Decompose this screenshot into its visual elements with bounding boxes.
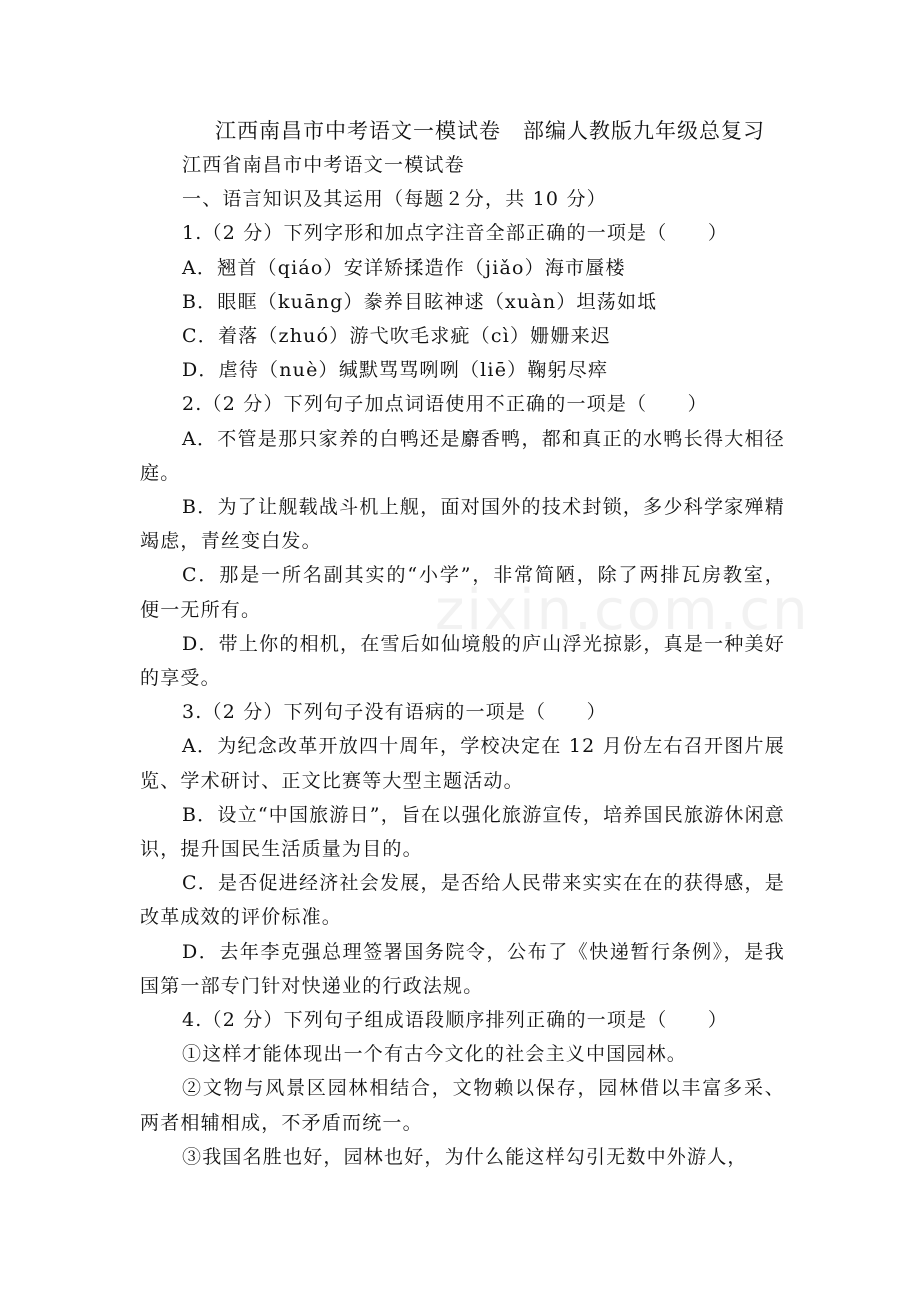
question-3-stem: 3.（2 分）下列句子没有语病的一项是（ ） [182,701,607,724]
question-1-option-c: C．着落（zhuó）游弋吹毛求疵（cì）姗姗来迟 [182,325,611,348]
question-1-option-d: D．虐待（nuè）缄默骂骂咧咧（liē）鞠躬尽瘁 [182,359,609,382]
question-4-sentence-1: ①这样才能体现出一个有古今文化的社会主义中国园林。 [182,1043,688,1066]
watermark: zixin.com.cn [435,578,810,643]
page-title: 江西南昌市中考语文一模试卷 部编人教版九年级总复习 [215,119,765,143]
question-3-option-c: C．是否促进经济社会发展，是否给人民带来实实在在的获得感，是改革成效的评价标准。 [140,872,785,929]
exam-subtitle: 江西省南昌市中考语文一模试卷 [182,154,465,176]
question-2-option-d: D．带上你的相机，在雪后如仙境般的庐山浮光掠影，真是一种美好的享受。 [140,632,785,690]
question-4-sentence-2: ②文物与风景区园林相结合，文物赖以保存，园林借以丰富多采、两者相辅相成，不矛盾而统一。 [140,1077,785,1134]
question-3-option-a: A．为纪念改革开放四十周年，学校决定在 12 月份左右召开图片展览、学术研讨、正文比赛等大型主题活动。 [140,735,785,792]
question-2-option-c: C．那是一所名副其实的“小学”，非常简陋，除了两排瓦房教室，便一无所有。 [140,564,785,621]
question-1-stem: 1.（2 分）下列字形和加点字注音全部正确的一项是（ ） [182,222,729,245]
question-2-option-b: B．为了让舰载战斗机上舰，面对国外的技术封锁，多少科学家殚精竭虑，青丝变白发。 [140,496,785,553]
question-3-option-d: D．去年李克强总理签署国务院令，公布了《快递暂行条例》，是我国第一部专门针对快递业的行政法规。 [140,940,785,997]
question-1-option-a: A．翘首（qiáo）安详矫揉造作（jiǎo）海市蜃楼 [182,256,626,279]
question-2-stem: 2.（2 分）下列句子加点词语使用不正确的一项是（ ） [182,393,708,416]
question-4-sentence-3: ③我国名胜也好，园林也好，为什么能这样勾引无数中外游人， [182,1145,748,1168]
question-2-option-a: A．不管是那只家养的白鸭还是麝香鸭，都和真正的水鸭长得大相径庭。 [140,427,785,484]
document-body [140,148,785,1174]
section-heading: 一、语言知识及其运用（每题２分，共 10 分） [182,188,607,211]
question-3-option-b: B．设立“中国旅游日”，旨在以强化旅游宣传，培养国民旅游休闲意识，提升国民生活质量为目的。 [140,803,785,861]
question-4-stem: 4.（2 分）下列句子组成语段顺序排列正确的一项是（ ） [182,1009,729,1032]
question-1-option-b: B．眼眶（kuāng）豢养目眩神逑（xuàn）坦荡如坻 [182,290,658,313]
